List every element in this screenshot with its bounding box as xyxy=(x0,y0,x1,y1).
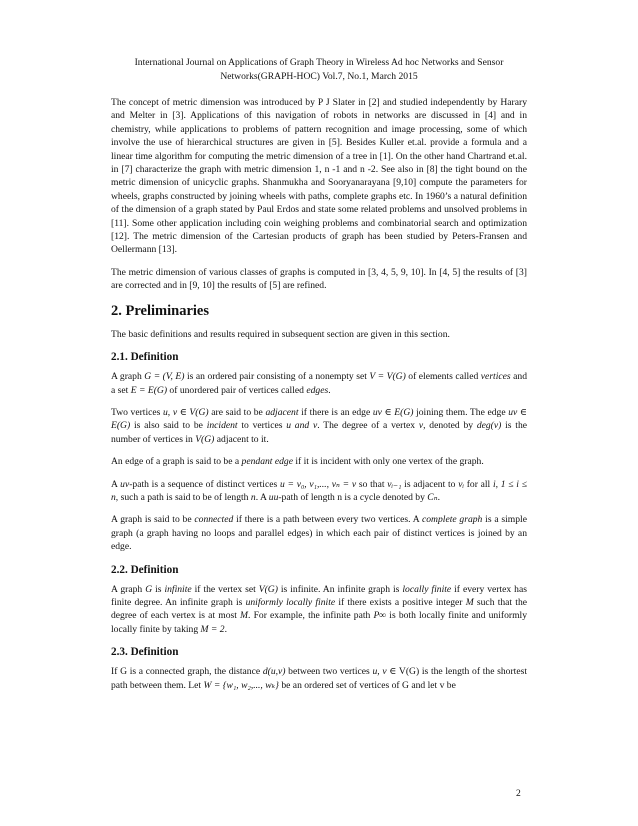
page-number: 2 xyxy=(516,788,521,799)
text: and a set xyxy=(111,371,527,396)
text: is xyxy=(152,583,165,595)
text: between two vertices xyxy=(285,666,373,678)
text: is the number of vertices in xyxy=(111,420,528,445)
intro-paragraph-2: The metric dimension of various classes of graphs is computed in [3, 4, 5, 9, 10]. In [4, 5] the results of [3] are corrected and in [9, 10] the results of [5] are refined. xyxy=(111,266,527,292)
term: connected xyxy=(194,514,234,526)
text: is a simple graph (a graph having no loops and parallel edges) in which each pair of distinct vertices is joined by an edge. xyxy=(111,514,527,553)
text: of elements called xyxy=(405,371,481,383)
section-heading: 2. Preliminaries xyxy=(111,302,209,319)
text: of unordered pair of vertices called xyxy=(167,384,307,396)
math: uv xyxy=(120,478,130,490)
text: if there is an edge xyxy=(298,406,373,418)
text: are said to be xyxy=(208,406,266,418)
math: u and v xyxy=(286,420,318,432)
text: , denoted by xyxy=(423,420,477,432)
body-content xyxy=(111,96,527,701)
text: . For example, the infinite path xyxy=(248,610,374,622)
math: P∞ xyxy=(373,610,387,622)
text: V(G) is the length of the shortest path between them. Let xyxy=(111,666,527,691)
definition-2-1-heading: 2.1. Definition xyxy=(111,351,179,364)
term: infinite xyxy=(164,583,192,595)
text: . A xyxy=(255,491,269,503)
math: uv ∈ E(G) xyxy=(111,406,527,432)
definition-2-3-heading: 2.3. Definition xyxy=(111,646,179,659)
math: n xyxy=(250,491,256,503)
text: . xyxy=(224,623,227,635)
math: uv ∈ E(G) xyxy=(372,406,414,418)
math: vᵢ xyxy=(458,478,464,490)
text: so that xyxy=(356,478,388,490)
text: is infinite. An infinite graph is xyxy=(277,583,403,595)
text: An edge of a graph is said to be a xyxy=(111,456,242,468)
math: M xyxy=(240,610,249,622)
text: to vertices xyxy=(237,420,287,432)
term: locally finite xyxy=(402,583,452,595)
math: v xyxy=(418,420,424,432)
text: is both locally finite and uniformly locally finite by taking xyxy=(111,610,527,635)
math: V(G) xyxy=(195,433,215,445)
connected-paragraph xyxy=(111,513,527,553)
text: is an ordered pair consisting of a nonempty set xyxy=(184,371,370,383)
text: if every vertex has finite degree. An infinite graph is xyxy=(111,583,527,608)
text: , such a path is said to be of length xyxy=(115,491,251,503)
section-intro: The basic definitions and results required in subsequent section are given in this section. xyxy=(111,328,450,340)
math: V = V(G) xyxy=(369,371,406,383)
text: is adjacent to xyxy=(401,478,459,490)
math: Cₙ xyxy=(427,491,438,503)
text: Two vertices xyxy=(111,406,163,418)
term: uniformly locally finite xyxy=(245,596,336,608)
math: G = (V, E) xyxy=(144,371,185,383)
math: deg(v) xyxy=(476,420,502,432)
text: . xyxy=(328,384,331,396)
definition-2-2-heading: 2.2. Definition xyxy=(111,563,179,576)
pendant-edge-paragraph xyxy=(111,455,527,468)
adjacency-paragraph xyxy=(111,406,527,446)
header-line-2: Networks(GRAPH-HOC) Vol.7, No.1, March 2015 xyxy=(220,70,418,82)
text: adjacent to it. xyxy=(214,433,269,445)
text: if there is a path between every two vertices. A xyxy=(233,514,422,526)
text: . xyxy=(437,491,440,503)
journal-header xyxy=(96,56,542,83)
text: If G is a connected graph, the distance xyxy=(111,666,263,678)
text: is also said to be xyxy=(130,420,207,432)
path-paragraph xyxy=(111,478,527,505)
term: adjacent xyxy=(265,406,299,418)
term: pendant edge xyxy=(241,456,293,468)
math: G xyxy=(145,583,153,595)
header-line-1: International Journal on Applications of Graph Theory in Wireless Ad hoc Networks and Sensor xyxy=(134,57,504,68)
text: -path is a sequence of distinct vertices xyxy=(129,478,280,490)
term: complete graph xyxy=(422,514,483,526)
term: edges xyxy=(306,384,329,396)
text: joining them. The edge xyxy=(413,406,509,418)
text: such that the degree of each vertex is at most xyxy=(111,596,528,622)
math: M = 2 xyxy=(200,623,225,635)
math: W = {w₁, w₂,..., wₖ} xyxy=(203,679,279,691)
text: for all xyxy=(463,478,493,490)
distance-paragraph xyxy=(111,665,527,692)
math: u = v₀, v₁,..., vₙ = v xyxy=(279,478,357,490)
text: A graph xyxy=(111,371,145,383)
intro-paragraph-1: The concept of metric dimension was introduced by P J Slater in [2] and studied independently by Harary and Melter in [3]. Applications of this navigation of robots in networks are discussed in [4] and in chemistry, while applications to problems of pattern recognition and image processing, some of which involve the use of hierarchical structures are given in [5]. Besides Kuller et.al. provide a formula and a linear time algorithm for computing the metric dimension of a tree in [1]. On the other hand Chartrand et.al. in [7] characterize the graph with metric dimension 1, n -1 and n -2. See also in [8] the tight bound on the metric dimension of unicyclic graphs. Shanmukha and Sooryanarayana [9,10] compute the parameters for wheels, graphs constructed by joining wheels with paths, complete graphs etc. In 1960’s a natural definition of the dimension of a graph stated by Paul Erdos and state some related problems and unsolved problems in [11]. Some other application including coin weighing problems and combinatorial search and optimization [12]. The metric dimension of the Cartesian products of graph has been studied by Peters-Fransen and Oellermann [13]. xyxy=(111,97,527,256)
infinite-graph-paragraph xyxy=(111,583,527,637)
text: A graph is said to be xyxy=(111,514,195,526)
text: if there exists a positive integer xyxy=(335,596,466,608)
term: vertices xyxy=(480,371,511,383)
text: A xyxy=(111,478,121,490)
math: d(u,v) xyxy=(262,666,286,678)
math: uu xyxy=(268,491,279,503)
text: if the vertex set xyxy=(191,583,259,595)
math: V(G) xyxy=(258,583,278,595)
math: vᵢ₋₁ xyxy=(387,478,402,490)
math: i, 1 ≤ i ≤ n xyxy=(111,478,527,503)
math: u, v ∈ V(G) xyxy=(163,406,209,418)
text: if it is incident with only one vertex of the graph. xyxy=(292,456,484,468)
math: E = E(G) xyxy=(130,384,168,396)
text: be an ordered set of vertices of G and let v be xyxy=(278,679,456,691)
text: A graph xyxy=(111,583,146,595)
math: u, v ∈ xyxy=(372,666,397,678)
term: incident xyxy=(206,420,238,432)
math: M xyxy=(465,596,474,608)
text: -path of length n is a cycle denoted by xyxy=(278,491,428,503)
graph-definition-paragraph xyxy=(111,370,527,397)
text: . The degree of a vertex xyxy=(317,420,419,432)
